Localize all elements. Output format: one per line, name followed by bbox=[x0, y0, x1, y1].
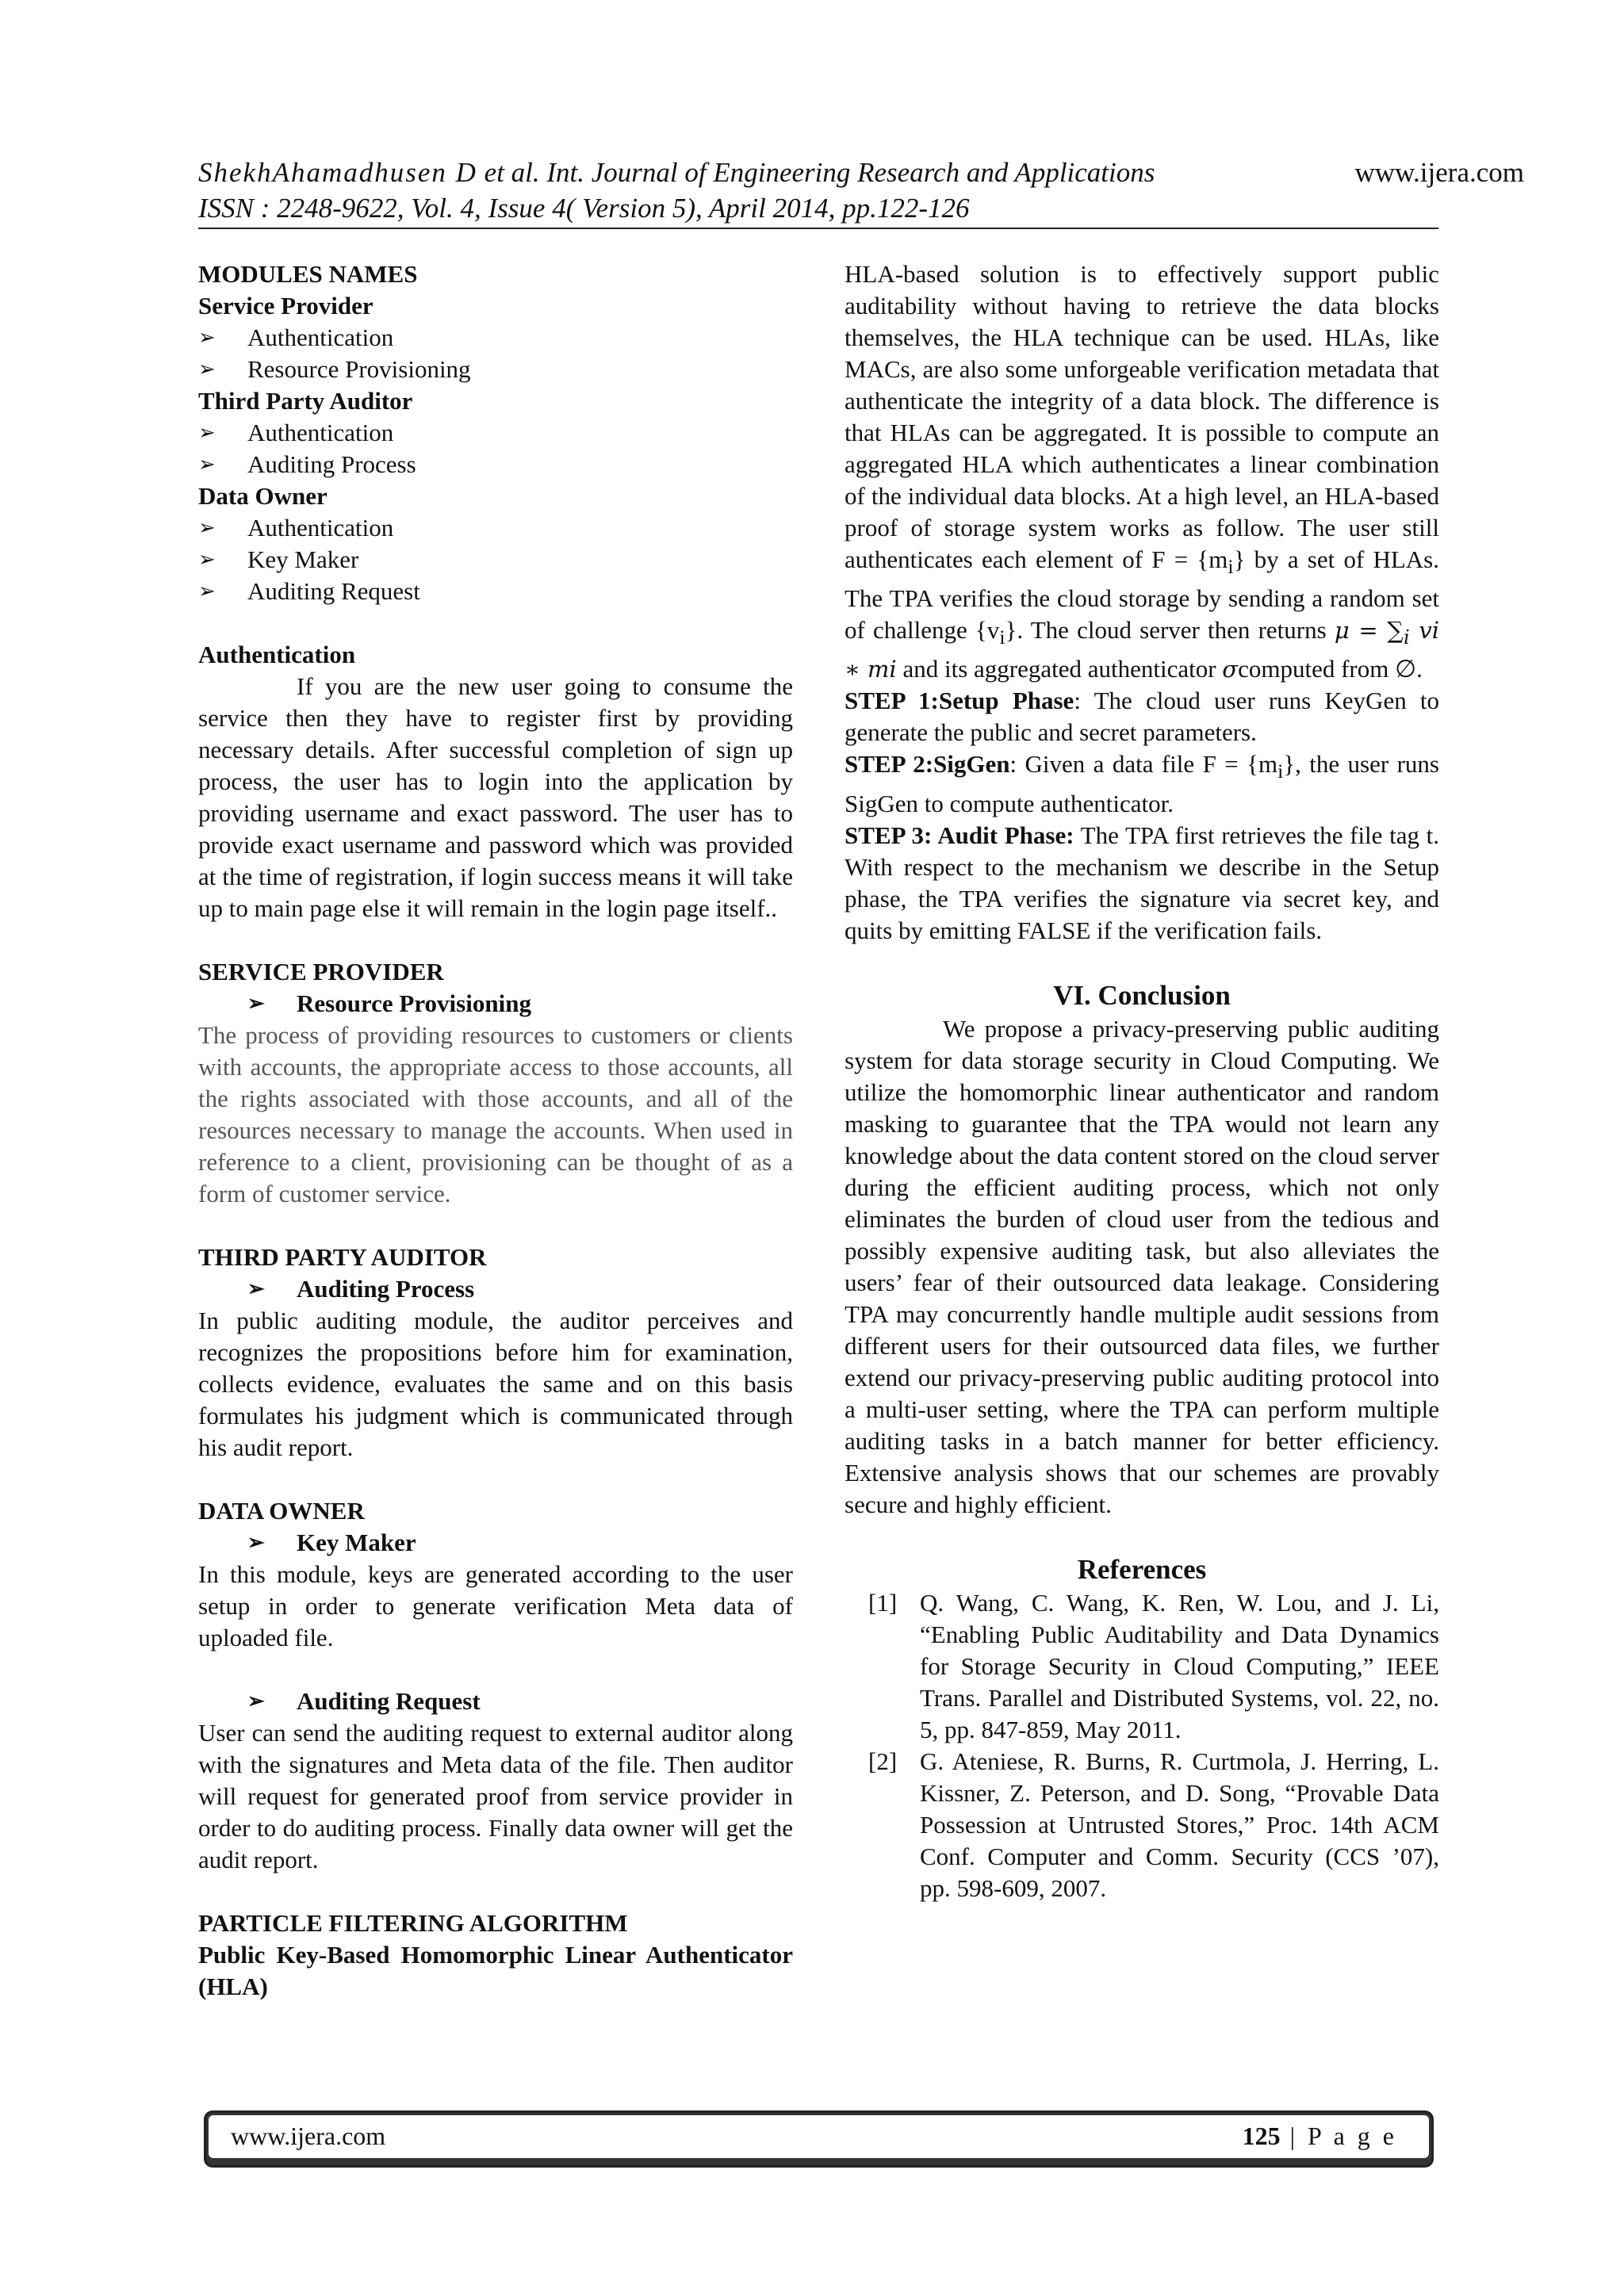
km-paragraph: In this module, keys are generated according to the user setup in order to generate verification Meta data of uploaded file. bbox=[198, 1560, 793, 1651]
tpa-heading: THIRD PARTY AUDITOR bbox=[198, 1243, 487, 1271]
arrow-bullet-icon: ➢ bbox=[198, 358, 216, 381]
arrow-bullet-icon: ➢ bbox=[198, 580, 216, 603]
arrow-bullet-icon: ➢ bbox=[198, 548, 216, 571]
list-item: ➢ Authentication bbox=[198, 322, 793, 354]
step1-paragraph: STEP 1:Setup Phase: The cloud user runs KeyGen to generate the public and secret parameters. bbox=[845, 687, 1440, 747]
do-heading: DATA OWNER bbox=[198, 1497, 365, 1525]
footer-page-number: 125 | P a g e bbox=[1242, 2122, 1397, 2150]
header-rule bbox=[198, 228, 1438, 229]
auth-paragraph: If you are the new user going to consume the service then they have to register first by providing necessary details. After successful completion of sign up process, the user has to login into the application by providing username and exact password. The user has to provide exact username and password which was provided at the time of registration, if login success means it will take up to main page else it will remain in the login page itself.. bbox=[198, 672, 793, 922]
reference-item: [2] G. Ateniese, R. Burns, R. Curtmola, J. Herring, L. Kissner, Z. Peterson, and D. Song, “Provable Data Possession at Untrusted Stores,” Proc. 14th ACM Conf. Computer and Comm. Security (CCS ’07), pp. 598-609, 2007. bbox=[868, 1747, 1439, 1902]
ap-paragraph: In public auditing module, the auditor perceives and recognizes the propositions before him for examination, collects evidence, evaluates the same and on this basis formulates his judgment which is communicated through his audit report. bbox=[198, 1307, 793, 1461]
header-website: www.ijera.com bbox=[1354, 157, 1524, 188]
module-data-owner: Data Owner bbox=[198, 482, 327, 510]
reference-item: [1] Q. Wang, C. Wang, K. Ren, W. Lou, and J. Li, “Enabling Public Auditability and Data Dynamics for Storage Security in Cloud Computing,” IEEE Trans. Parallel and Distributed Systems, vol. 22, no. 5, pp. 847-859, May 2011. bbox=[868, 1588, 1439, 1743]
arrow-bullet-icon: ➢ bbox=[247, 1689, 265, 1712]
module-service-provider: Service Provider bbox=[198, 292, 373, 320]
conclusion-heading: VI. Conclusion bbox=[1053, 979, 1231, 1011]
arrow-bullet-icon: ➢ bbox=[198, 421, 216, 444]
ar-paragraph: User can send the auditing request to external auditor along with the signatures and Meta data of the file. Then auditor will request for generated proof from service provider in order to do auditing process. Finally data owner will get the audit report. bbox=[198, 1719, 793, 1873]
right-column bbox=[845, 258, 1439, 1904]
auth-heading: Authentication bbox=[198, 641, 356, 668]
hla-heading: Public Key-Based Homomorphic Linear Authenticator (HLA) bbox=[198, 1941, 793, 2000]
rp-paragraph: The process of providing resources to customers or clients with accounts, the appropriate access to those accounts, all the rights associated with those accounts, and all of the resources necessary to manage the accounts. When used in reference to a client, provisioning can be thought of as a form of customer service. bbox=[198, 1021, 793, 1207]
arrow-bullet-icon: ➢ bbox=[198, 516, 216, 539]
page-footer bbox=[206, 2113, 1431, 2165]
header-issn: ISSN : 2248-9622, Vol. 4, Issue 4( Version 5), April 2014, pp.122-126 bbox=[198, 193, 970, 224]
rp-subheading: ➢ Resource Provisioning bbox=[198, 988, 793, 1020]
sp-heading: SERVICE PROVIDER bbox=[198, 958, 444, 985]
ap-subheading: ➢ Auditing Process bbox=[198, 1273, 793, 1305]
arrow-bullet-icon: ➢ bbox=[198, 326, 216, 349]
km-subheading: ➢ Key Maker bbox=[198, 1527, 793, 1559]
list-item: ➢ Resource Provisioning bbox=[198, 354, 793, 385]
step2-paragraph: STEP 2:SigGen: Given a data file $F = \{m_i\}$, the user runs SigGen to compute authenticator. bbox=[845, 750, 1439, 817]
arrow-bullet-icon: ➢ bbox=[198, 453, 216, 476]
step3-paragraph: STEP 3: Audit Phase: The TPA first retrieves the file tag t. With respect to the mechanism we describe in the Setup phase, the TPA verifies the signature via secret key, and quits by emitting FALSE if the verification fails. bbox=[845, 821, 1439, 944]
list-item: ➢ Auditing Process bbox=[198, 449, 793, 480]
list-item: ➢ Auditing Request bbox=[198, 576, 793, 607]
arrow-bullet-icon: ➢ bbox=[247, 1277, 265, 1300]
running-header bbox=[198, 155, 1524, 226]
module-third-party-auditor: Third Party Auditor bbox=[198, 387, 413, 415]
header-journal: et al. Int. Journal of Engineering Research and Applications bbox=[484, 157, 1155, 188]
mu-formula: $\mu = \sum_i$ vi ∗ mi bbox=[845, 617, 1440, 683]
header-authors: ShekhAhamadhusen D bbox=[198, 157, 477, 188]
list-item: ➢ Authentication bbox=[198, 512, 793, 544]
conclusion-paragraph: We propose a privacy-preserving public auditing system for data storage security in Cloud Computing. We utilize the homomorphic linear authenticator and random masking to guarantee that the TPA would not learn any knowledge about the data content stored on the cloud server during the efficient auditing process, which not only eliminates the burden of cloud user from the tedious and possibly expensive auditing task, but also alleviates the users’ fear of their outsourced data leakage. Considering TPA may concurrently handle multiple audit sessions from different users for their outsourced data files, we further extend our privacy-preserving public auditing protocol into a multi-user setting, where the TPA can perform multiple auditing tasks in a batch manner for better efficiency. Extensive analysis shows that our schemes are provably secure and highly efficient. bbox=[845, 1014, 1439, 1518]
list-item: ➢ Key Maker bbox=[198, 544, 793, 576]
list-item: ➢ Authentication bbox=[198, 417, 793, 449]
arrow-bullet-icon: ➢ bbox=[247, 1531, 265, 1554]
pfa-heading: PARTICLE FILTERING ALGORITHM bbox=[198, 1909, 628, 1937]
arrow-bullet-icon: ➢ bbox=[247, 992, 265, 1015]
left-column bbox=[198, 258, 793, 2003]
footer-url: www.ijera.com bbox=[231, 2122, 386, 2150]
references-heading: References bbox=[1077, 1553, 1207, 1585]
ar-subheading: ➢ Auditing Request bbox=[198, 1686, 793, 1717]
modules-title: MODULES NAMES bbox=[198, 260, 418, 288]
hla-paragraph: HLA-based solution is to effectively support public auditability without having to retrieve the data blocks themselves, the HLA technique can be used. HLAs, like MACs, are also some unforgeable verification metadata that authenticate the integrity of a data block. The difference is that HLAs can be aggregated. It is possible to compute an aggregated HLA which authenticates a linear combination of the individual data blocks. At a high level, an HLA-based proof of storage system works as follow. The user still authenticates each element of $F = \{m_i\}$ by a set of HLAs. The TPA verifies the cloud storage by sending a random set of challenge $\{v_i\}$. The cloud server then returns $\mu = \sum_i$ vi ∗ mi and its aggregated authenticator σcomputed from ∅. bbox=[845, 260, 1440, 683]
